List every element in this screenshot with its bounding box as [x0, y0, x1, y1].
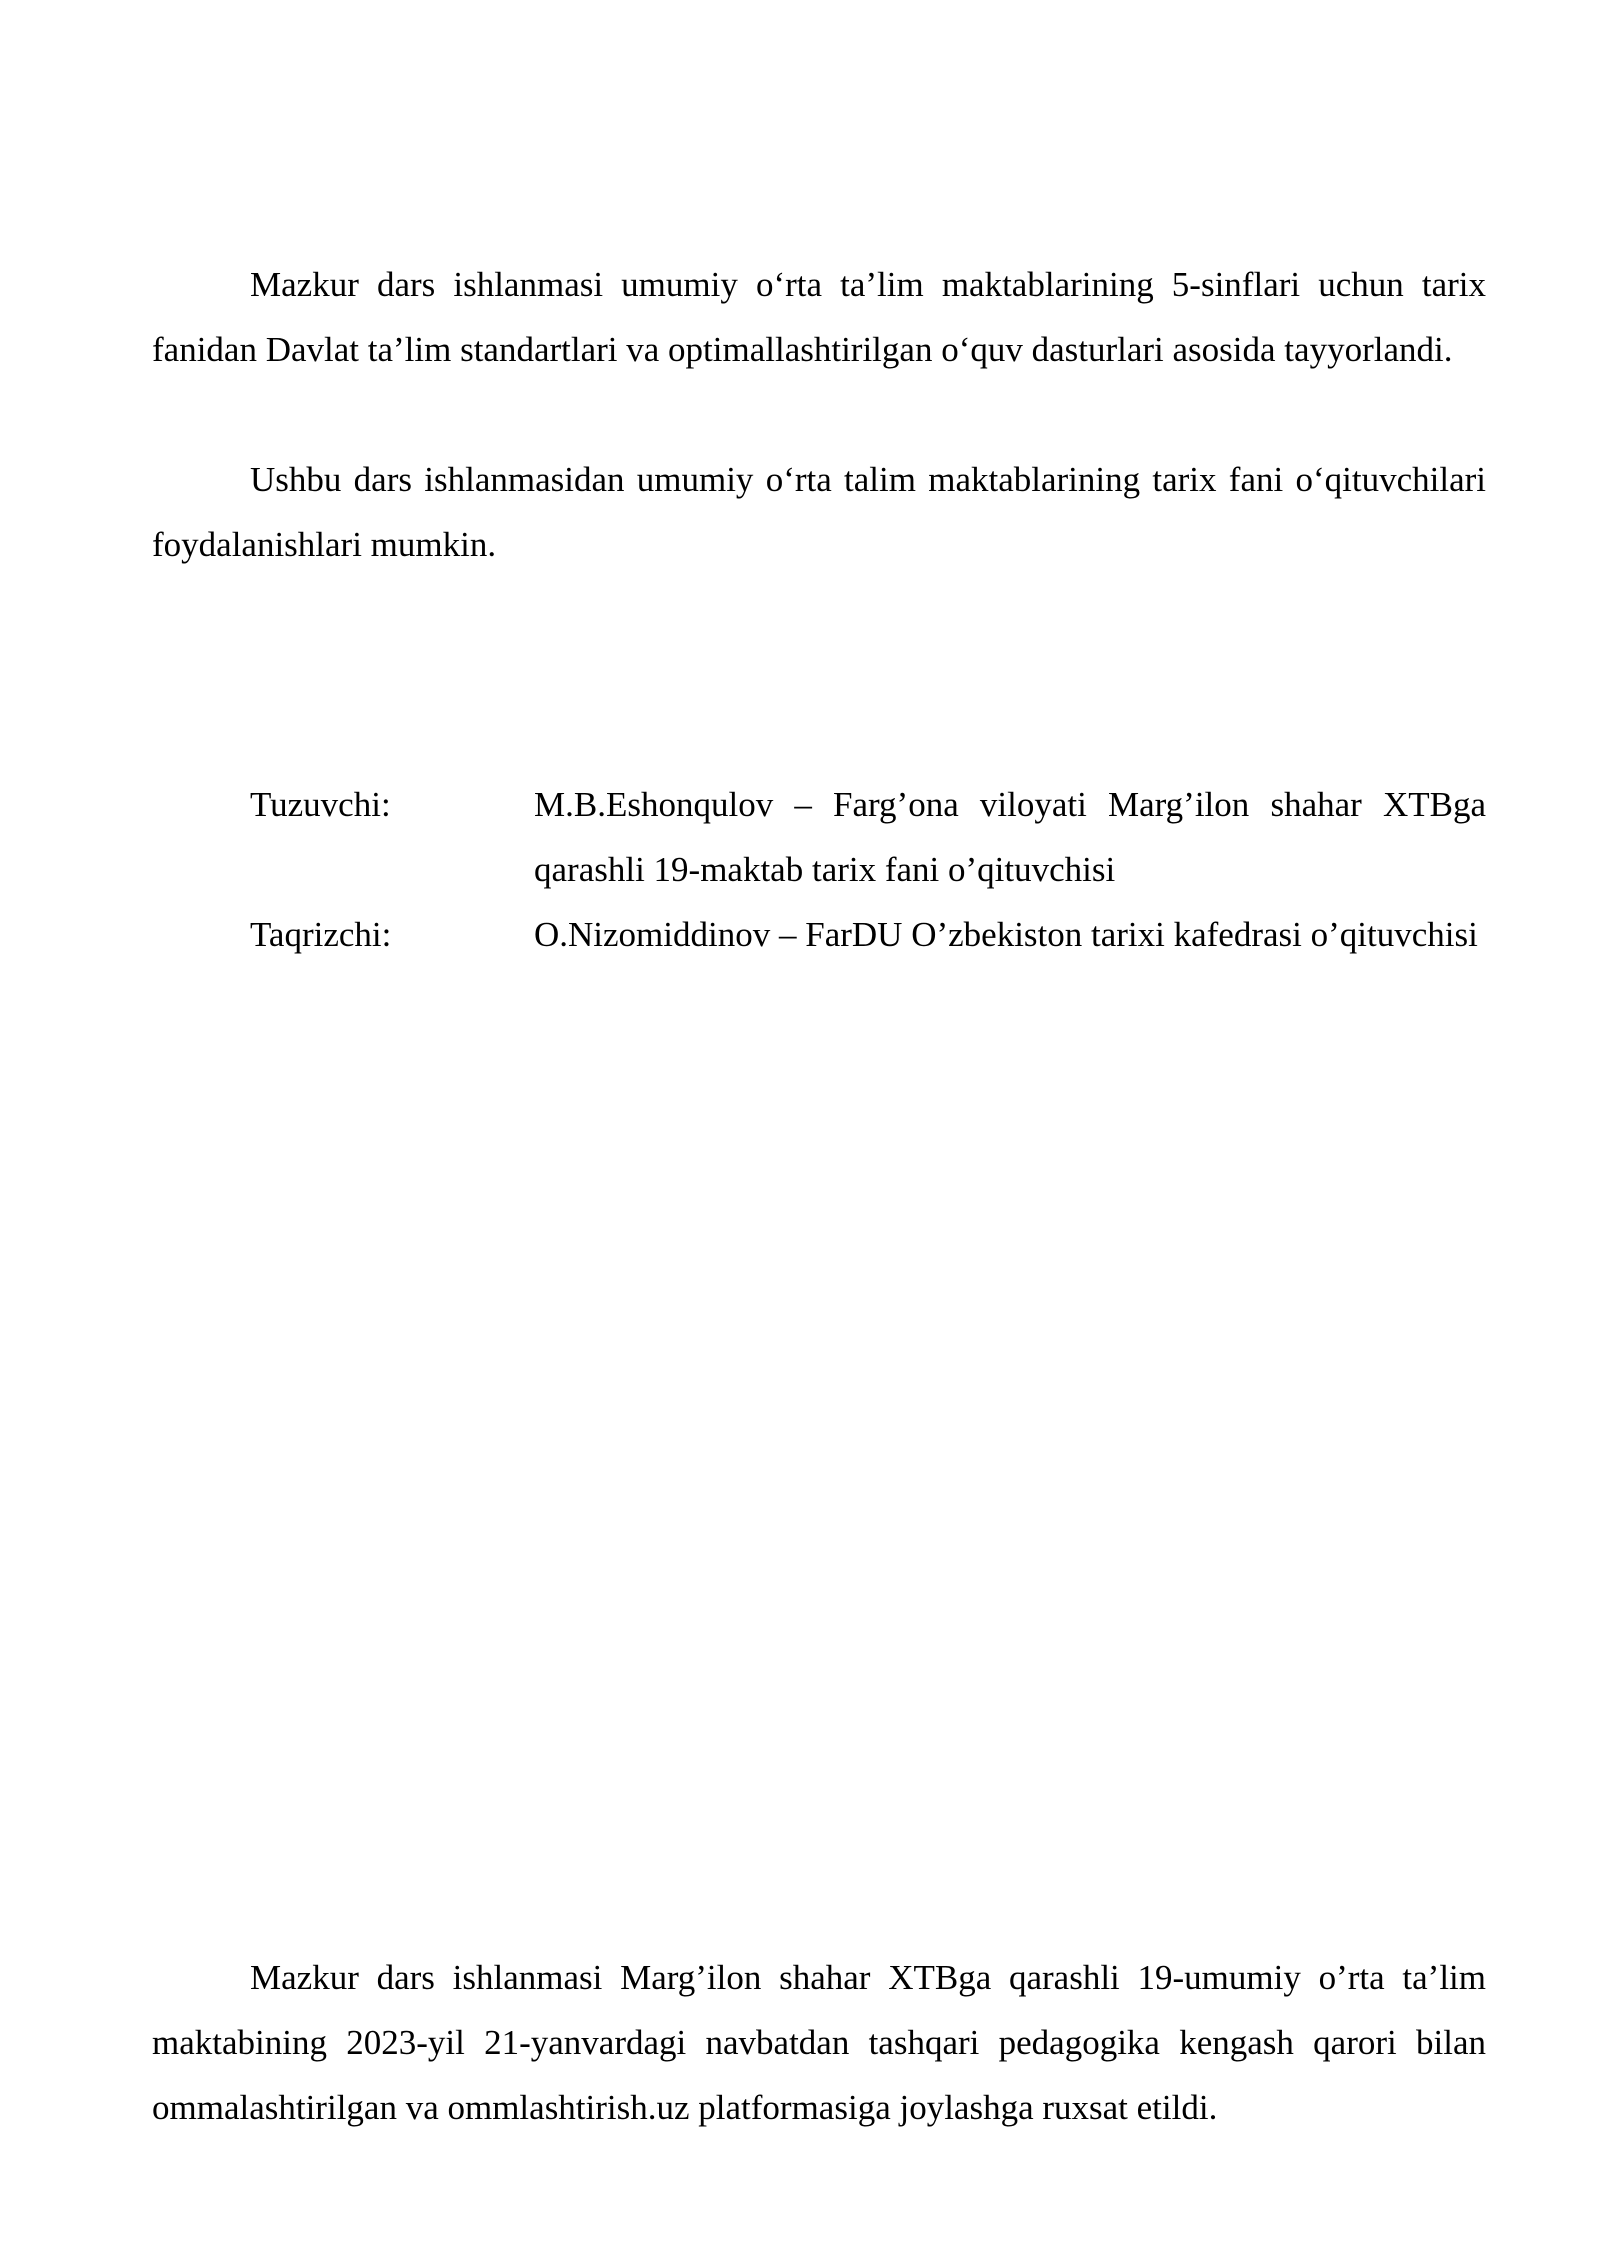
reviewer-label: Taqrizchi: [250, 915, 392, 954]
author-value: M.B.Eshonqulov – Farg’ona viloyati Marg’ilon shahar XTBga qarashli 19-maktab tarix fani o’qituvchisi [534, 785, 1486, 889]
reviewer-value: O.Nizomiddinov – FarDU O’zbekiston tarixi kafedrasi o’qituvchisi [534, 915, 1478, 954]
credit-row-reviewer [250, 902, 1486, 967]
credit-row-author [250, 772, 1486, 902]
author-label: Tuzuvchi: [250, 785, 391, 824]
credits-block [250, 772, 1486, 967]
intro-paragraph: Mazkur dars ishlanmasi umumiy o‘rta ta’lim maktablarining 5-sinflari uchun tarix fanidan Davlat ta’lim standartlari va optimallashtirilgan o‘quv dasturlari asosida tayyorlandi. [152, 265, 1486, 369]
approval-paragraph: Mazkur dars ishlanmasi Marg’ilon shahar XTBga qarashli 19-umumiy o’rta ta’lim maktabining 2023-yil 21-yanvardagi navbatdan tashqari pedagogika kengash qarori bilan ommalashtirilgan va ommlashtirish.uz platformasiga joylashga ruxsat etildi. [152, 1958, 1486, 2127]
usage-paragraph: Ushbu dars ishlanmasidan umumiy o‘rta talim maktablarining tarix fani o‘qituvchilari foydalanishlari mumkin. [152, 460, 1486, 564]
